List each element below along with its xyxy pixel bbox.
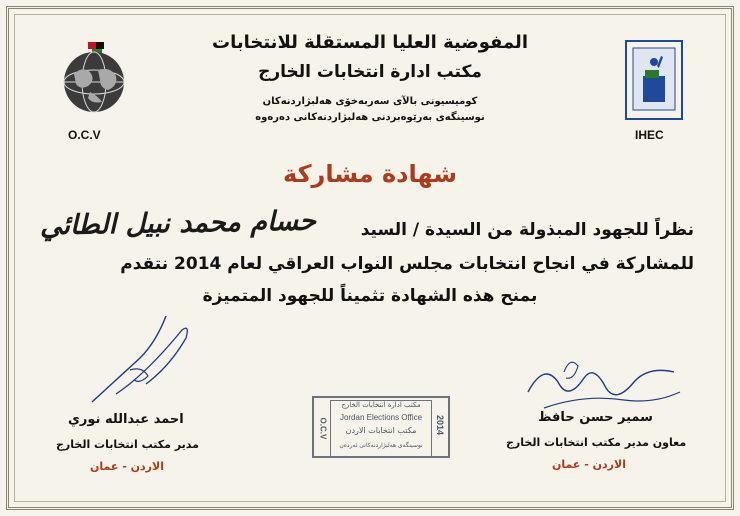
header-office: مكتب ادارة انتخابات الخارج (258, 62, 482, 82)
left-signatory-name: احمد عبدالله نوري (68, 412, 184, 427)
right-signatory-location: الاردن - عمان (552, 458, 626, 471)
left-signatory-title: مدير مكتب انتخابات الخارج (56, 438, 199, 451)
ocv-caption: O.C.V (68, 128, 101, 142)
certificate-title: شهادة مشاركة (283, 160, 457, 188)
header-kurdish-commission: كوميسيونى بالآى سەربەخۆى هەلبژاردنەكان (262, 96, 478, 107)
right-signatory-title: معاون مدير مكتب انتخابات الخارج (506, 436, 687, 449)
header-kurdish-office: نوسينگەى بەرێوەبردنى هەلبژاردنەكانى دەرەوە (255, 112, 485, 123)
ihec-caption: IHEC (635, 128, 664, 142)
stamp-side-left: O.C.V (318, 417, 328, 440)
body-line-3: بمنح هذه الشهادة تثميناً للجهود المتميزة (202, 286, 538, 306)
body-line-1: نظراً للجهود المبذولة من السيدة / السيد (360, 220, 694, 240)
left-signatory-location: الاردن - عمان (90, 460, 164, 473)
left-signature (86, 310, 206, 410)
stamp-side-right: 2014 (435, 415, 445, 436)
body-line-2: للمشاركة في انجاح انتخابات مجلس النواب العراقي لعام 2014 نتقدم (120, 254, 694, 274)
right-signature (524, 352, 684, 416)
stamp-arabic: مكتب انتخابات الاردن (345, 426, 417, 435)
header-commission: المفوضية العليا المستقلة للانتخابات (212, 32, 528, 53)
office-stamp (312, 396, 450, 458)
stamp-top-text: مكتب ادارة انتخابات الخارج (341, 401, 421, 409)
right-signatory-name: سمير حسن حافظ (538, 410, 653, 425)
recipient-name: حسام محمد نبيل الطائي (39, 205, 317, 242)
stamp-english: Jordan Elections Office (339, 413, 423, 422)
stamp-bottom-text: نوسينگەى هەلبژاردنەكانى ئەردەن (339, 442, 423, 449)
